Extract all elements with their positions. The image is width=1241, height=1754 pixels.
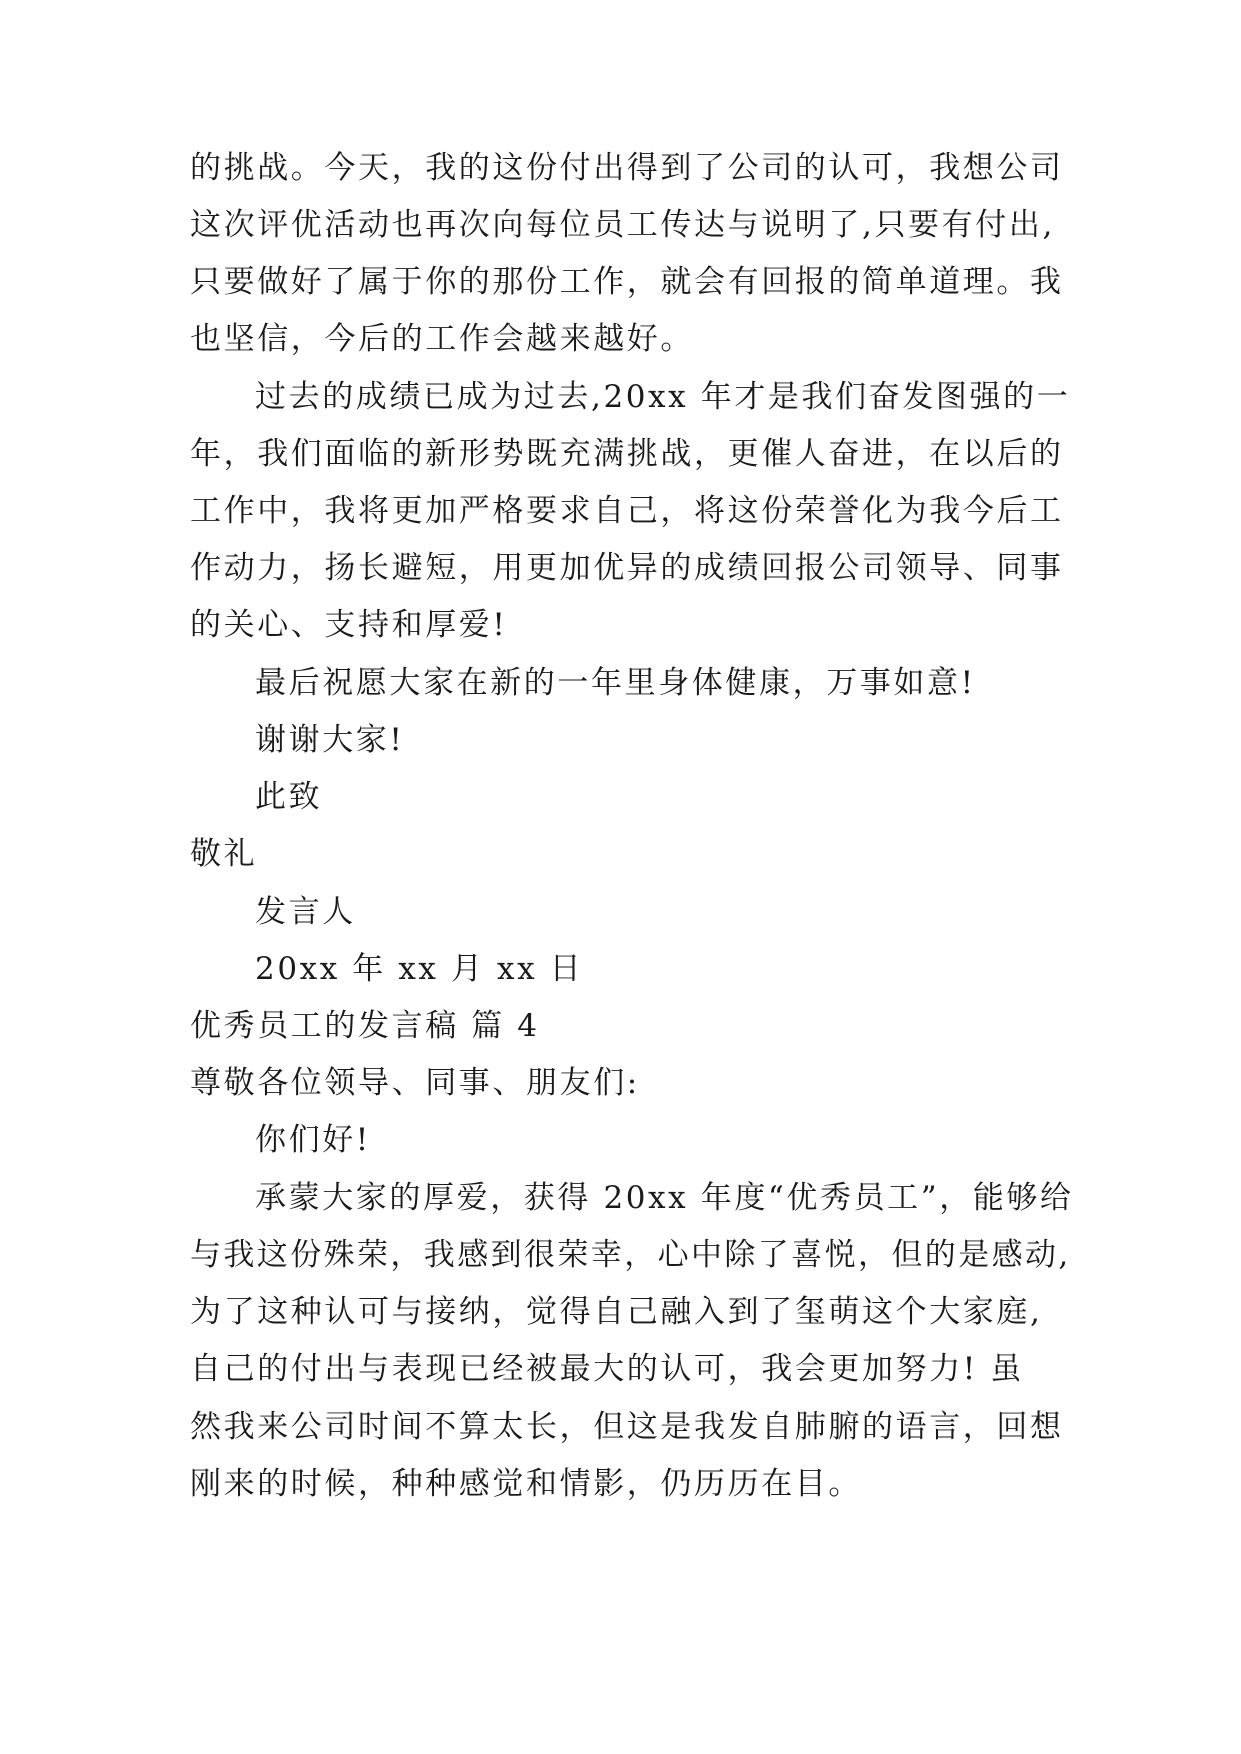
- paragraph-line: 刚来的时候，种种感觉和情影，仍历历在目。: [190, 1466, 862, 1502]
- paragraph-line: 年，我们面临的新形势既充满挑战，更催人奋进，在以后的: [190, 436, 1064, 472]
- paragraph-line: 20xx 年 xx 月 xx 日: [255, 951, 584, 987]
- paragraph-line: 的关心、支持和厚爱!: [190, 607, 508, 643]
- paragraph-line: 敬礼: [190, 836, 258, 872]
- paragraph-line: 最后祝愿大家在新的一年里身体健康，万事如意!: [255, 665, 976, 701]
- paragraph-line: 作动力，扬长避短，用更加优异的成绩回报公司领导、同事: [190, 550, 1064, 586]
- paragraph-line: 发言人: [255, 894, 356, 930]
- paragraph-line: 谢谢大家!: [255, 722, 405, 758]
- paragraph-line: 尊敬各位领导、同事、朋友们:: [190, 1065, 640, 1101]
- paragraph-line: 这次评优活动也再次向每位员工传达与说明了,只要有付出,: [190, 207, 1055, 243]
- paragraph-line: 为了这种认可与接纳，觉得自己融入到了玺萌这个大家庭,: [190, 1294, 1043, 1330]
- paragraph-line: 过去的成绩已成为过去,20xx 年才是我们奋发图强的一: [255, 379, 1071, 415]
- paragraph-line: 与我这份殊荣，我感到很荣幸，心中除了喜悦，但的是感动,: [190, 1237, 1071, 1273]
- paragraph-line: 自己的付出与表现已经被最大的认可，我会更加努力! 虽: [190, 1351, 1024, 1387]
- paragraph-line: 也坚信，今后的工作会越来越好。: [190, 321, 694, 357]
- paragraph-line: 承蒙大家的厚爱，获得 20xx 年度“优秀员工”，能够给: [255, 1180, 1074, 1216]
- section-heading: 优秀员工的发言稿 篇 4: [190, 1008, 540, 1044]
- paragraph-line: 工作中，我将更加严格要求自己，将这份荣誉化为我今后工: [190, 493, 1064, 529]
- paragraph-line: 只要做好了属于你的那份工作，就会有回报的简单道理。我: [190, 264, 1064, 300]
- paragraph-line: 的挑战。今天，我的这份付出得到了公司的认可，我想公司: [190, 150, 1064, 186]
- paragraph-line: 你们好!: [255, 1122, 371, 1158]
- paragraph-line: 此致: [255, 779, 323, 815]
- paragraph-line: 然我来公司时间不算太长，但这是我发自肺腑的语言，回想: [190, 1409, 1064, 1445]
